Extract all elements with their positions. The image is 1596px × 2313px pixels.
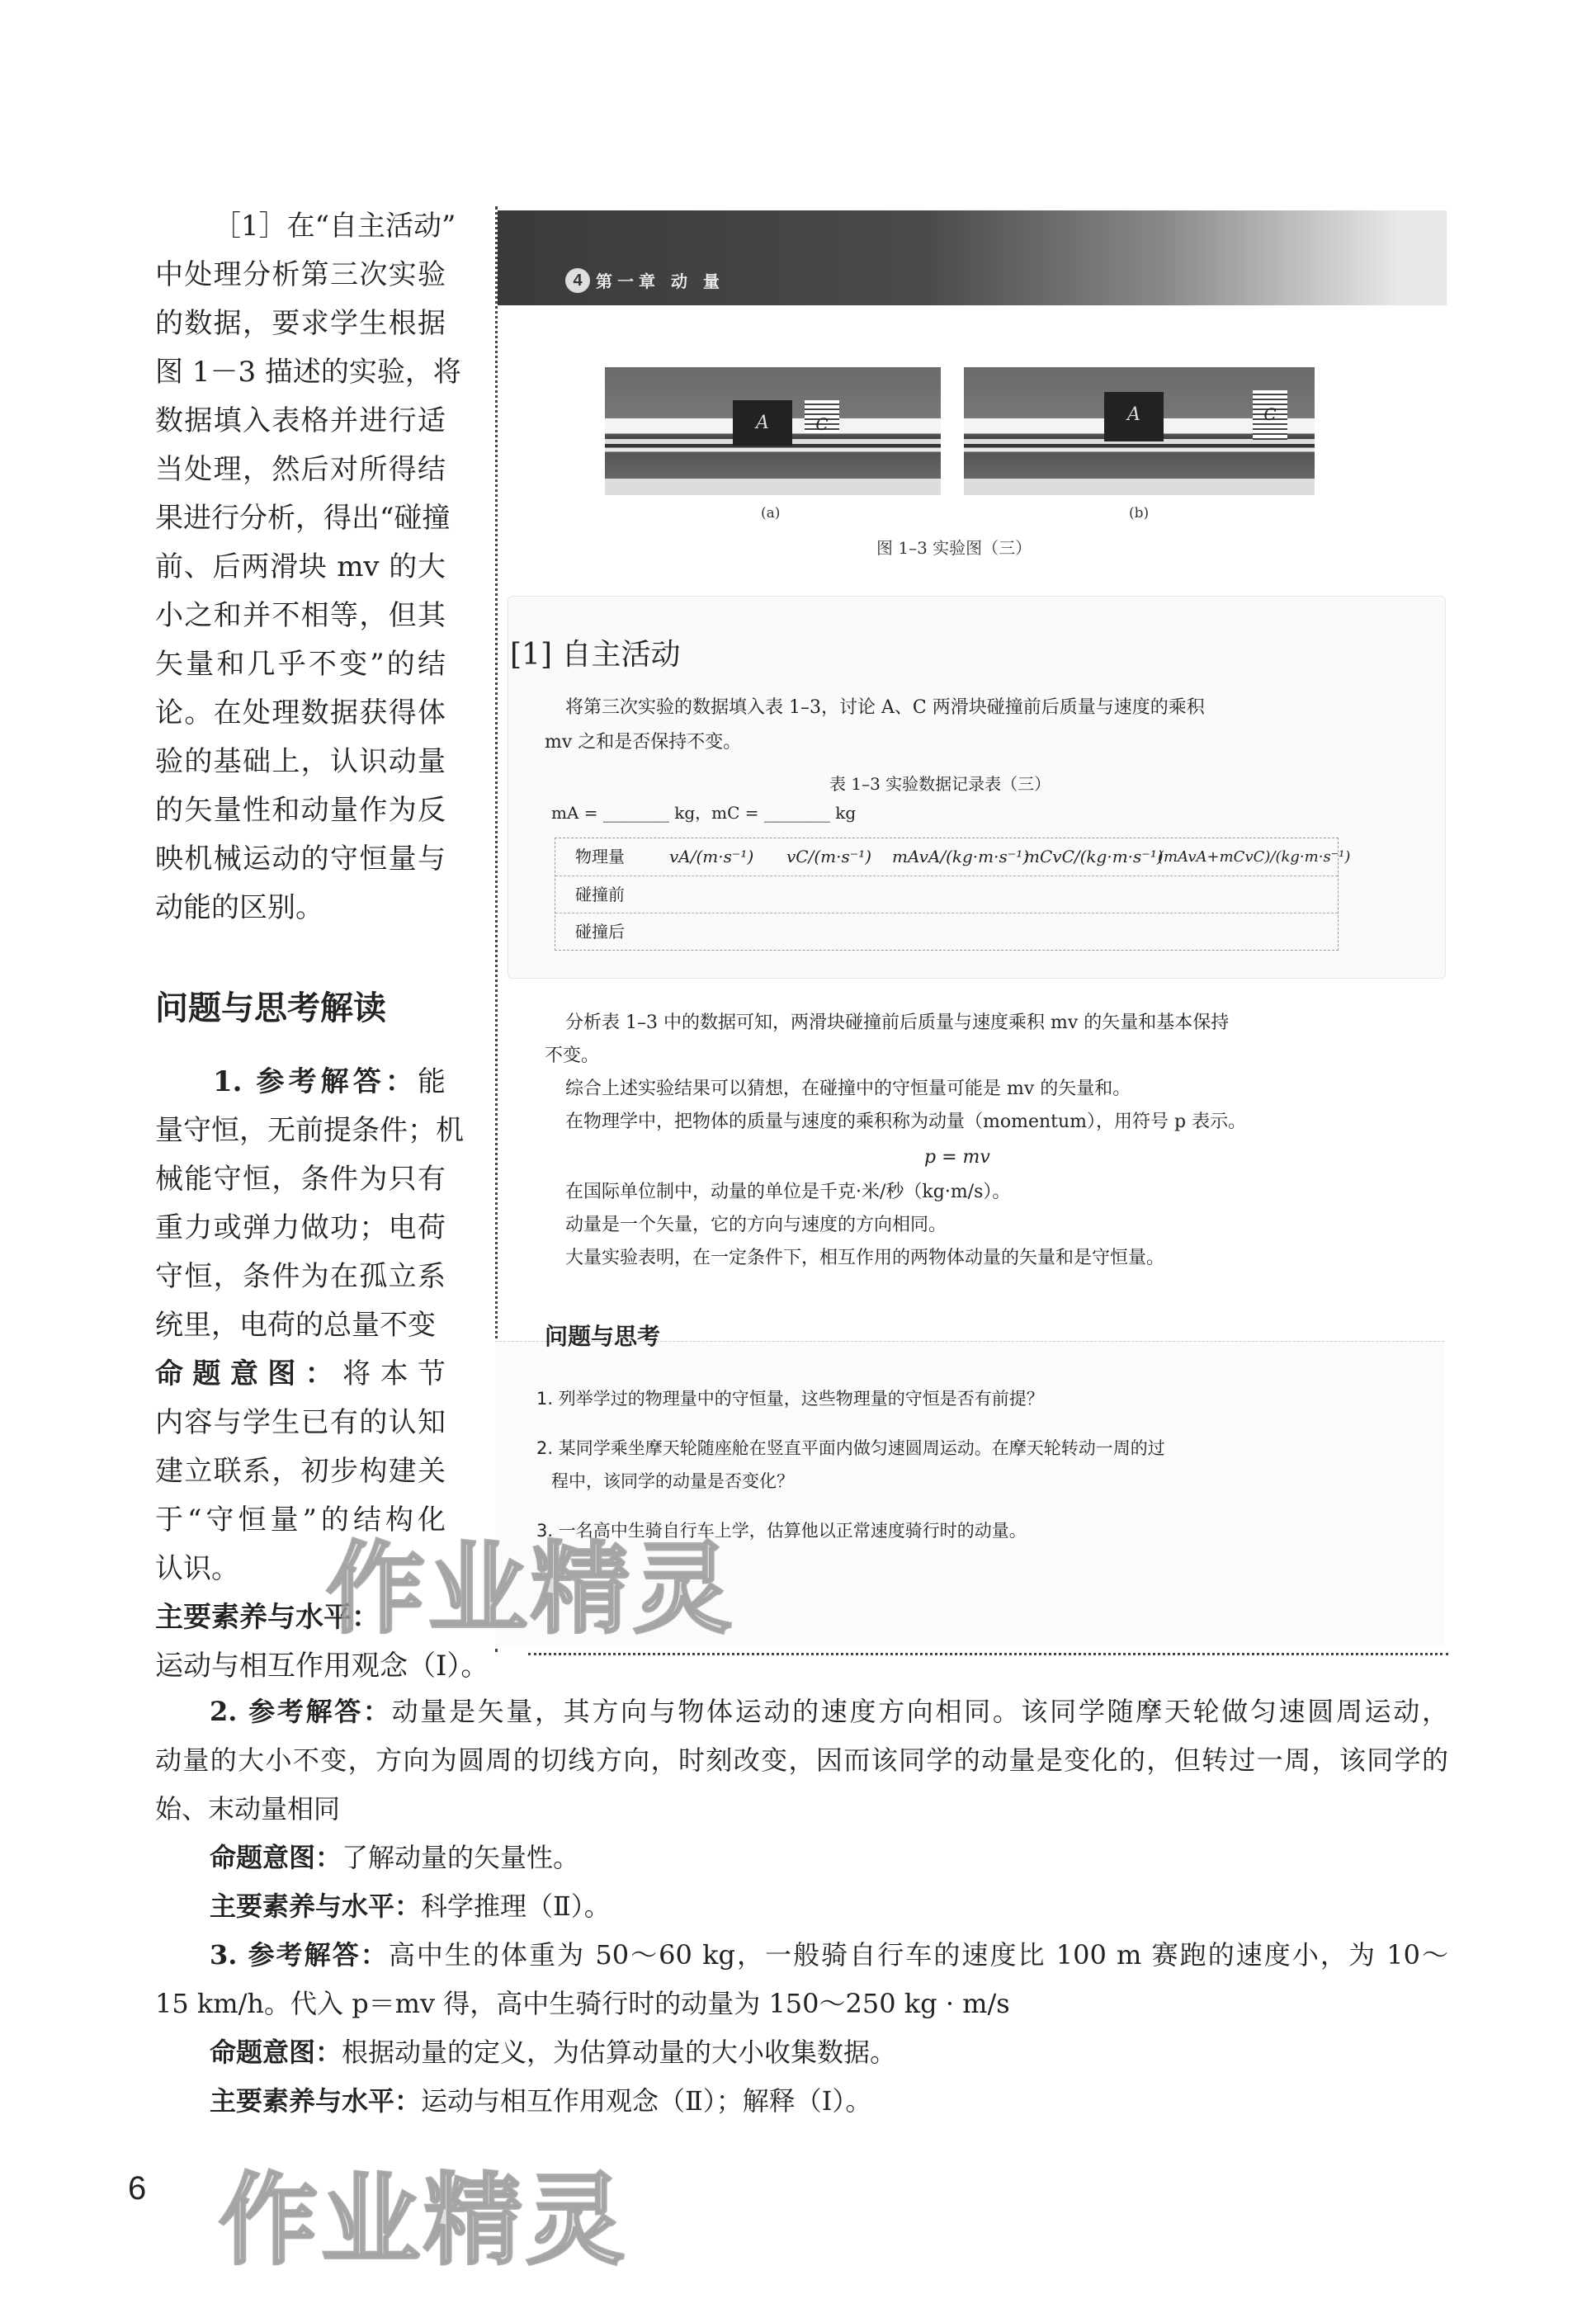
answer-label: 3. 参考解答： <box>210 1939 389 1971</box>
data-table <box>555 838 1351 951</box>
slider-a: A <box>1104 392 1164 441</box>
answer-text: 动量是矢量，其方向与物体运动的速度方向相同。该同学随摩天轮做匀速圆周运动， <box>391 1696 1448 1727</box>
note-line: 数据填入表格并进行适 <box>155 404 446 437</box>
photo-a-label: (a) <box>761 505 781 522</box>
body-text: 在国际单位制中，动量的单位是千克·米/秒（kg·m/s）。 <box>565 1182 1011 1202</box>
body-text: 分析表 1–3 中的数据可知，两滑块碰撞前后质量与速度乘积 mv 的矢量和基本保持 <box>565 1013 1230 1033</box>
literacy-label: 主要素养与水平： <box>210 1891 422 1922</box>
table-header: vC/(m·s⁻¹) <box>786 847 872 866</box>
note-line: 论。在处理数据获得体 <box>155 696 446 729</box>
intent-text: 将本节 <box>342 1357 446 1390</box>
answer-label: 2. 参考解答： <box>210 1696 392 1727</box>
row-label: 碰撞后 <box>575 922 625 942</box>
answer-line: 动量的大小不变，方向为圆周的切线方向，时刻改变，因而该同学的动量是变化的，但转过一周，该同学的 <box>155 1744 1448 1776</box>
photo-b-label: (b) <box>1129 505 1150 522</box>
body-text: 在物理学中，把物体的质量与速度的乘积称为动量（momentum），用符号 p 表示。 <box>565 1112 1247 1132</box>
literacy-value: 运动与相互作用观念（Ⅰ）。 <box>155 1650 489 1683</box>
divider <box>528 1653 1448 1655</box>
body-text: 大量实验表明，在一定条件下，相互作用的两物体动量的矢量和是守恒量。 <box>565 1248 1165 1268</box>
formula: p = mv <box>924 1147 990 1168</box>
answer-line: 重力或弹力做功；电荷 <box>155 1211 446 1244</box>
table-header: mCvC/(kg·m·s⁻¹) <box>1024 847 1164 866</box>
answer-line: 量守恒，无前提条件；机 <box>155 1114 464 1147</box>
slider-c: C <box>805 400 839 433</box>
note-line: 小之和并不相等，但其 <box>155 599 446 632</box>
slider-c: C <box>1253 390 1287 440</box>
intent-line: 认识。 <box>155 1552 239 1585</box>
answers-2-3 <box>155 1688 1448 2126</box>
note-line: 动能的区别。 <box>155 891 323 924</box>
watermark: 作业精灵 <box>219 2164 628 2278</box>
note-line: 的矢量性和动量作为反 <box>155 794 446 827</box>
intent-label: 命题意图： <box>210 2037 342 2068</box>
intent-line: 于“守恒量”的结构化 <box>155 1503 446 1536</box>
note-line: 果进行分析，得出“碰撞 <box>155 502 451 535</box>
note-line: 验的基础上，认识动量 <box>155 745 446 778</box>
intent-text: 了解动量的矢量性。 <box>342 1842 580 1873</box>
page-number: 6 <box>128 2170 147 2207</box>
questions-title: 问题与思考 <box>545 1323 661 1350</box>
table-header: mAvA/(kg·m·s⁻¹) <box>892 847 1030 866</box>
intent-line: 建立联系，初步构建关 <box>155 1455 446 1488</box>
answer-line: 15 km/h。代入 p＝mv 得，高中生骑行时的动量为 150～250 kg · m/s <box>155 1988 1010 2019</box>
answer-text: 高中生的体重为 50～60 kg，一般骑自行车的速度比 100 m 赛跑的速度小，为 10～ <box>388 1939 1448 1971</box>
table-row <box>555 913 1338 951</box>
answer-line: 统里，电荷的总量不变 <box>155 1309 436 1342</box>
section-title: 问题与思考解读 <box>155 989 386 1027</box>
question-item: 2. 某同学乘坐摩天轮随座舱在竖直平面内做匀速圆周运动。在摩天轮转动一周的过 <box>536 1438 1165 1458</box>
note-line: 前、后两滑块 mv 的大 <box>155 550 446 583</box>
activity-title: [1] 自主活动 <box>510 638 681 672</box>
mass-input-line: mA = ________ kg，mC = ________ kg <box>551 803 857 823</box>
activity-text: 将第三次实验的数据填入表 1–3，讨论 A、C 两滑块碰撞前后质量与速度的乘积 <box>565 697 1205 718</box>
activity-text: mv 之和是否保持不变。 <box>545 732 742 753</box>
body-text: 不变。 <box>545 1046 600 1066</box>
literacy-value: 运动与相互作用观念（Ⅱ）；解释（Ⅰ）。 <box>421 2085 872 2117</box>
question-item: 程中，该同学的动量是否变化？ <box>551 1471 794 1491</box>
answer-text: 能 <box>418 1065 446 1098</box>
table-header: (mAvA+mCvC)/(kg·m·s⁻¹) <box>1158 848 1351 866</box>
chapter-title: 第一章 动 量 <box>596 271 725 291</box>
row-label: 碰撞前 <box>575 885 625 904</box>
watermark: 作业精灵 <box>326 1532 735 1647</box>
note-line: 矢量和几乎不变”的结 <box>155 648 446 681</box>
question-item: 3. 一名高中生骑自行车上学，估算他以正常速度骑行时的动量。 <box>536 1521 1027 1541</box>
literacy-label: 主要素养与水平： <box>210 2085 422 2117</box>
note-line: 中处理分析第三次实验 <box>155 258 446 291</box>
literacy-label: 主要素养与水平： <box>155 1601 380 1634</box>
note-line: 当处理，然后对所得结 <box>155 453 446 486</box>
experiment-photo-b <box>964 367 1315 495</box>
table-header-row <box>555 838 1351 876</box>
intent-text: 根据动量的定义，为估算动量的大小收集数据。 <box>342 2037 897 2068</box>
teacher-note <box>155 202 461 932</box>
answer-label: 1. 参考解答： <box>213 1065 418 1098</box>
body-text: 动量是一个矢量，它的方向与速度的方向相同。 <box>565 1215 947 1235</box>
slider-a: A <box>733 400 792 446</box>
answer-line: 守恒，条件为在孤立系 <box>155 1260 446 1293</box>
experiment-photo-a <box>605 367 941 495</box>
note-line: 的数据，要求学生根据 <box>155 307 446 340</box>
body-text: 综合上述实验结果可以猜想，在碰撞中的守恒量可能是 mv 的矢量和。 <box>565 1079 1131 1099</box>
note-line: 映机械运动的守恒量与 <box>155 843 446 876</box>
figure-caption: 图 1–3 实验图（三） <box>876 538 1032 558</box>
intent-label: 命题意图： <box>155 1357 343 1390</box>
intent-label: 命题意图： <box>210 1842 342 1873</box>
chapter-number-badge: 4 <box>565 268 590 293</box>
intent-line: 内容与学生已有的认知 <box>155 1406 446 1439</box>
table-header: 物理量 <box>575 847 625 866</box>
table-row <box>555 876 1338 913</box>
answer-line: 始、末动量相同 <box>155 1793 341 1824</box>
note-line: 图 1－3 描述的实验，将 <box>155 356 461 389</box>
answer-line: 械能守恒，条件为只有 <box>155 1163 446 1196</box>
note-line: ［1］在“自主活动” <box>213 210 456 243</box>
literacy-value: 科学推理（Ⅱ）。 <box>421 1891 611 1922</box>
question-item: 1. 列举学过的物理量中的守恒量，这些物理量的守恒是否有前提？ <box>536 1389 1044 1409</box>
table-header: vA/(m·s⁻¹) <box>669 847 754 866</box>
table-caption: 表 1–3 实验数据记录表（三） <box>829 774 1051 794</box>
